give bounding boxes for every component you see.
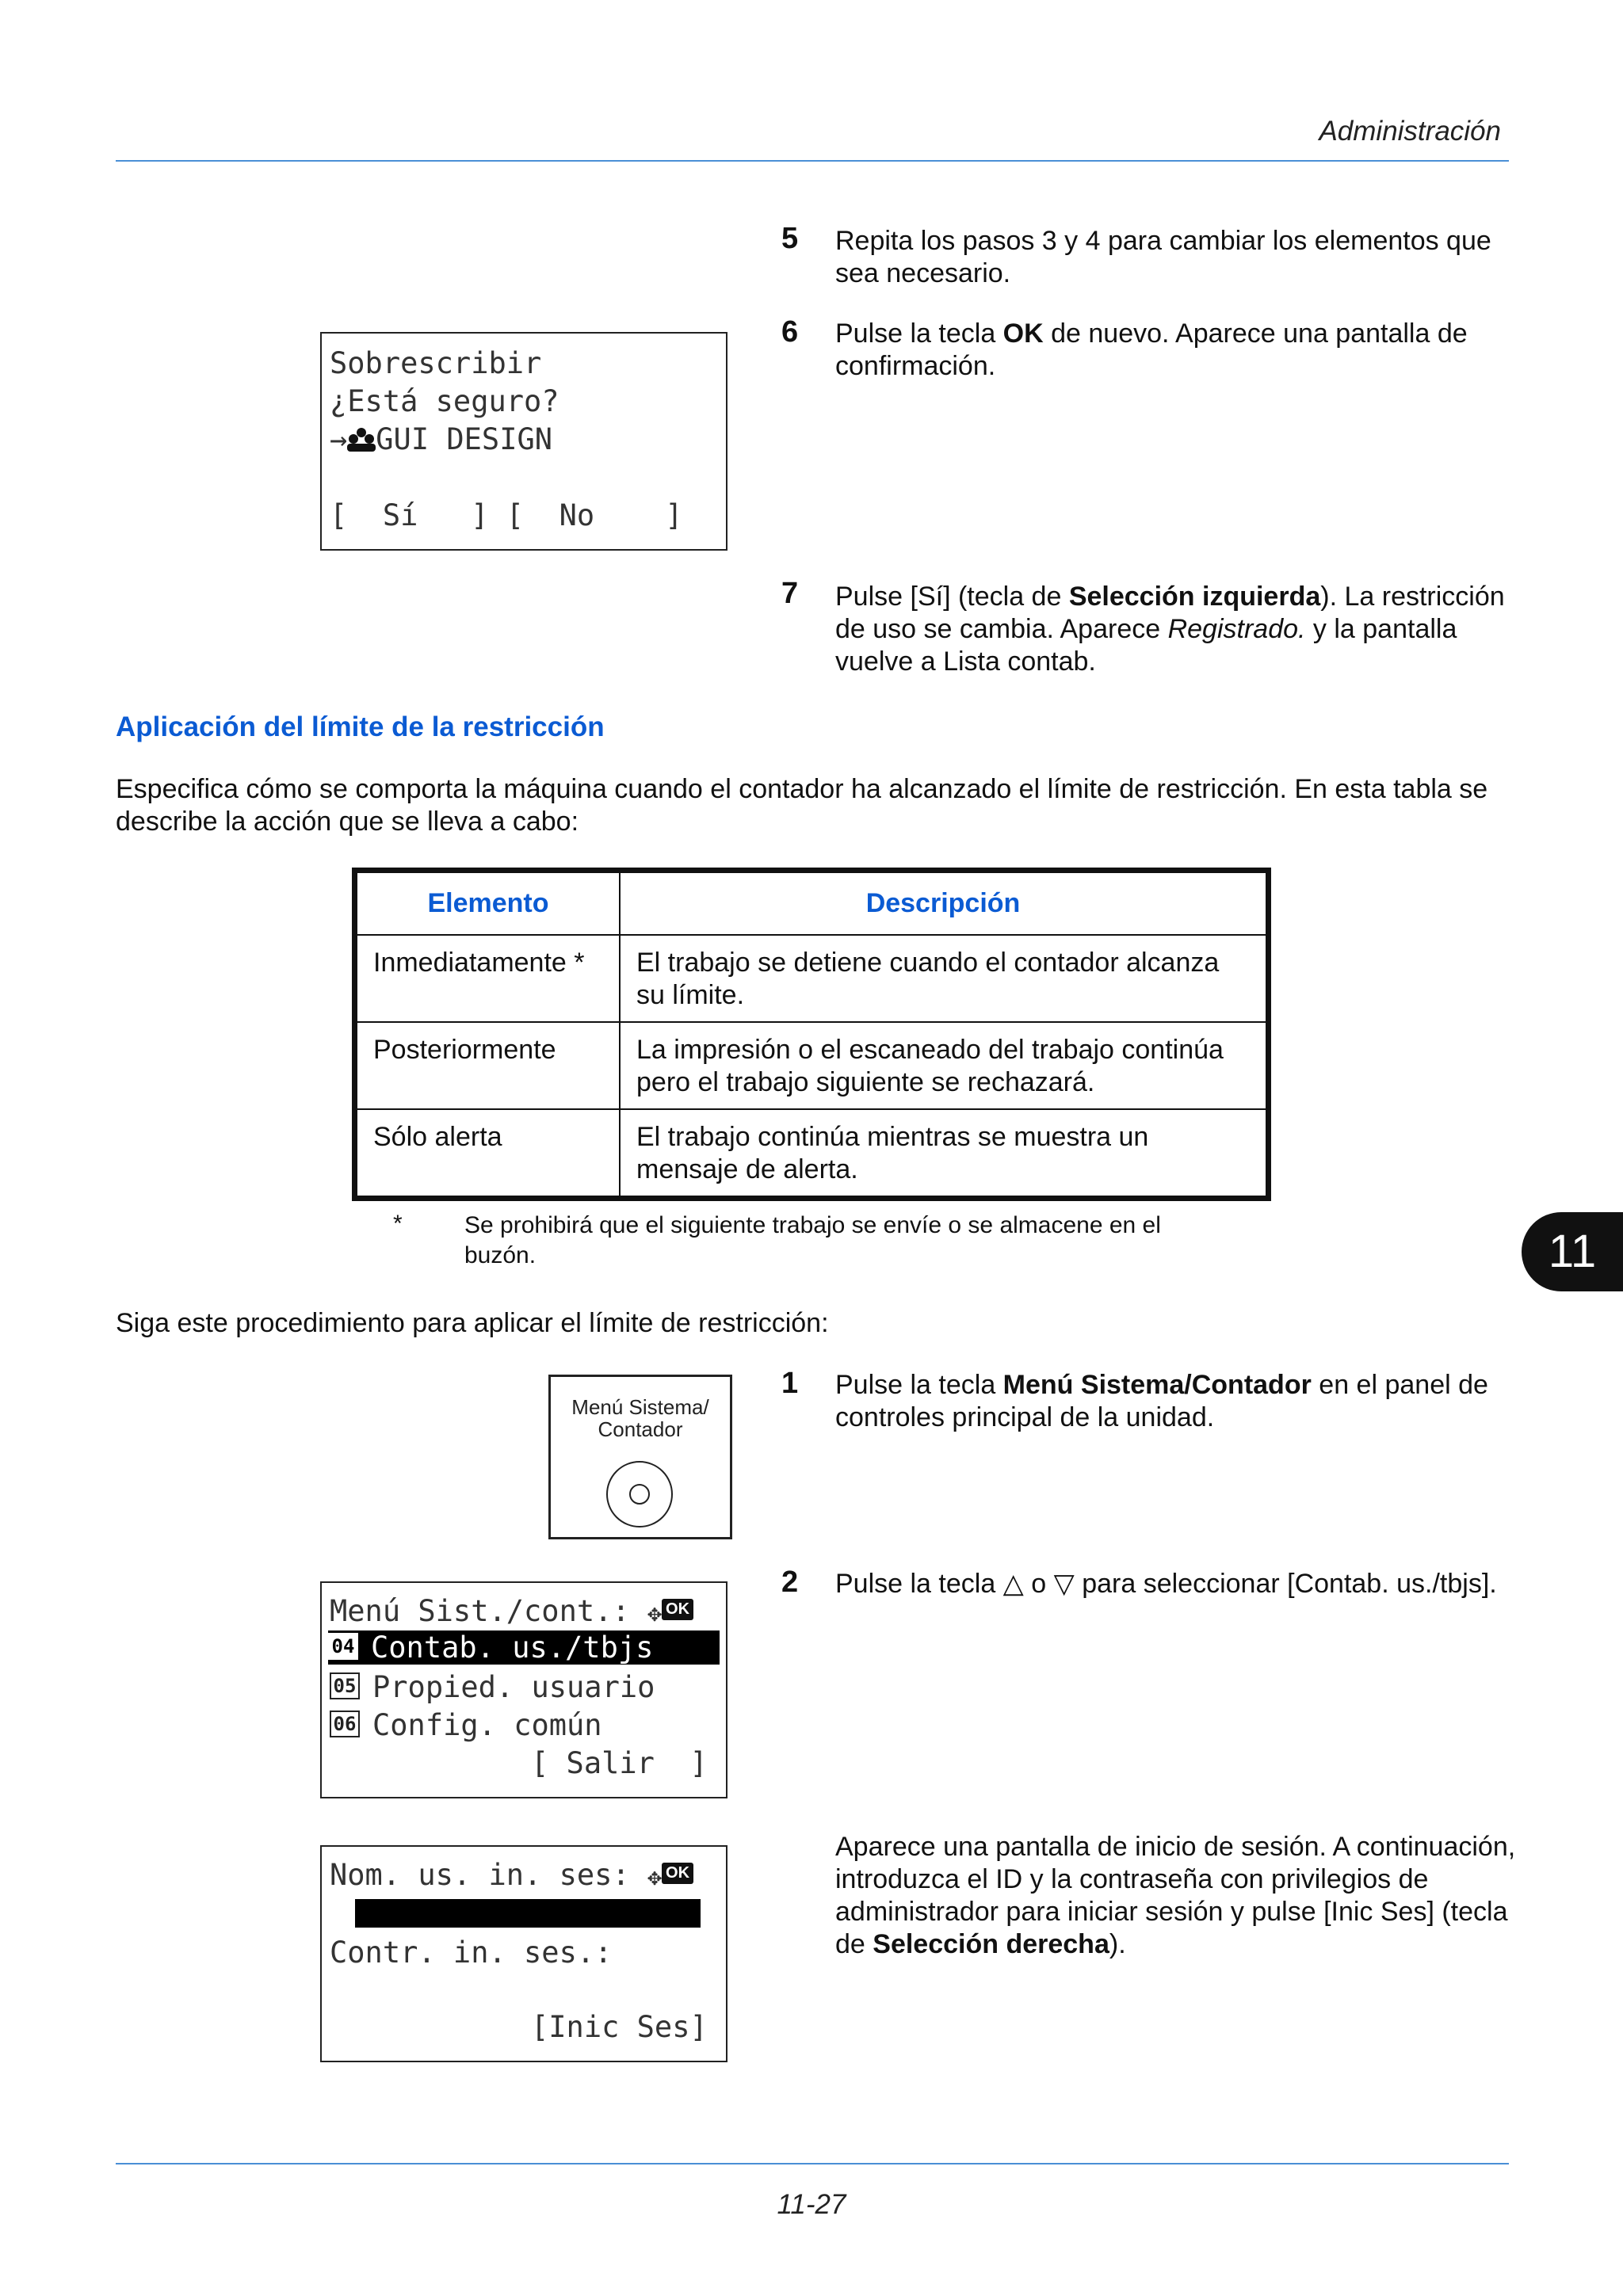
footer-rule bbox=[116, 2163, 1509, 2164]
step-text: Pulse [Sí] (tecla de Selección izquierda). La restricción de uso se cambia. Aparece Registrado. y la pantalla vuelve a Lista contab. bbox=[835, 582, 1505, 677]
lcd-login-screen bbox=[320, 1845, 727, 2062]
chapter-tab: 11 bbox=[1522, 1212, 1623, 1291]
system-menu-key-illustration bbox=[548, 1375, 732, 1539]
restriction-table bbox=[356, 871, 1267, 1197]
login-id-field bbox=[355, 1899, 701, 1928]
section-heading: Aplicación del límite de la restricción bbox=[116, 711, 605, 742]
step-number: 2 bbox=[781, 1566, 799, 1599]
key-label: Menú Sistema/ Contador bbox=[571, 1395, 709, 1441]
arrow-icon: → bbox=[330, 422, 348, 456]
intro-paragraph: Especifica cómo se comporta la máquina cuando el contador ha alcanzado el límite de restricción. En esta tabla se describe la acción que se lleva a cabo: bbox=[116, 774, 1488, 837]
scroll-arrows-icon: ✥ bbox=[647, 1600, 663, 1627]
group-icon bbox=[347, 422, 376, 456]
step-text: Repita los pasos 3 y 4 para cambiar los elementos que sea necesario. bbox=[835, 226, 1491, 288]
table-cell: Sólo alerta bbox=[357, 1109, 620, 1196]
scroll-arrows-icon: ✥ bbox=[647, 1863, 663, 1891]
ok-icon: OK bbox=[662, 1863, 693, 1884]
table-cell: Posteriormente bbox=[357, 1022, 620, 1109]
lcd-softkey-exit: [ Salir ] bbox=[531, 1746, 708, 1780]
table-row bbox=[357, 935, 1266, 1022]
lcd-line: → GUI DESIGN bbox=[330, 422, 553, 456]
login-paragraph: Aparece una pantalla de inicio de sesión. A continuación, introduzca el ID y la contraseña con privilegios de administrador para iniciar sesión y pulse [Inic Ses] (tecla de Selección derecha). bbox=[835, 1832, 1516, 1959]
menu-item-selected: 04 Contab. us./tbjs bbox=[328, 1630, 720, 1665]
lcd-softkey-login: [Inic Ses] bbox=[531, 2010, 708, 2044]
running-header: Administración bbox=[1319, 116, 1501, 147]
table-row bbox=[357, 1022, 1266, 1109]
table-cell: El trabajo continúa mientras se muestra un mensaje de alerta. bbox=[620, 1109, 1266, 1196]
ok-icon: OK bbox=[662, 1599, 693, 1620]
table-header: Elemento bbox=[357, 872, 620, 935]
step-text: Pulse la tecla Menú Sistema/Contador en el panel de controles principal de la unidad. bbox=[835, 1370, 1488, 1432]
header-rule bbox=[116, 160, 1509, 162]
page-number: 11-27 bbox=[777, 2189, 846, 2220]
lcd-confirm-screen bbox=[320, 332, 727, 551]
step-number: 5 bbox=[781, 222, 799, 255]
step-text: Pulse la tecla △ o ▽ para seleccionar [Contab. us./tbjs]. bbox=[835, 1569, 1497, 1599]
lcd-line: Sobrescribir bbox=[330, 346, 542, 380]
step-number: 1 bbox=[781, 1367, 799, 1400]
step-number: 7 bbox=[781, 577, 799, 610]
table-cell: El trabajo se detiene cuando el contador alcanza su límite. bbox=[620, 935, 1266, 1022]
table-header: Descripción bbox=[620, 872, 1266, 935]
procedure-intro: Siga este procedimiento para aplicar el límite de restricción: bbox=[116, 1308, 829, 1338]
lcd-line: ¿Está seguro? bbox=[330, 384, 559, 418]
step-number: 6 bbox=[781, 315, 799, 349]
lcd-title: Menú Sist./cont.: ✥ OK bbox=[330, 1594, 693, 1628]
table-header-row bbox=[357, 872, 1266, 935]
lcd-softkeys: [ Sí ] [ No ] bbox=[330, 498, 683, 532]
table-cell: La impresión o el escaneado del trabajo continúa pero el trabajo siguiente se rechazará. bbox=[620, 1022, 1266, 1109]
menu-item: 05 Propied. usuario bbox=[330, 1670, 655, 1704]
step-text: Pulse la tecla OK de nuevo. Aparece una pantalla de confirmación. bbox=[835, 318, 1468, 381]
footnote-text: Se prohibirá que el siguiente trabajo se envíe o se almacene en el buzón. bbox=[464, 1212, 1161, 1268]
round-key-icon bbox=[606, 1461, 673, 1527]
lcd-line: Contr. in. ses.: bbox=[330, 1936, 613, 1970]
menu-item: 06 Config. común bbox=[330, 1708, 602, 1742]
lcd-menu-screen bbox=[320, 1581, 727, 1798]
table-row bbox=[357, 1109, 1266, 1196]
lcd-title: Nom. us. in. ses: ✥ OK bbox=[330, 1858, 693, 1892]
table-cell: Inmediatamente * bbox=[357, 935, 620, 1022]
footnote-mark: * bbox=[393, 1211, 403, 1237]
